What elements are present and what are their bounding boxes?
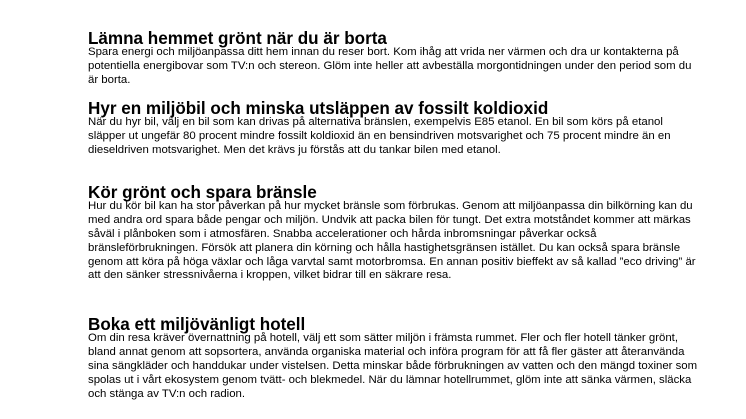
section-heading: Boka ett miljövänligt hotell bbox=[88, 315, 306, 334]
section-heading: Hyr en miljöbil och minska utsläppen av fossilt koldioxid bbox=[88, 99, 549, 118]
section-heading: Lämna hemmet grönt när du är borta bbox=[88, 29, 387, 48]
section-heading: Kör grönt och spara bränsle bbox=[88, 183, 317, 202]
section-body: Spara energi och miljöanpassa ditt hem innan du reser bort. Kom ihåg att vrida ner värmen och dra ur kontakterna på potentiella energibovar som TV:n och stereon. Glöm inte heller att avbeställa morgontidningen under den period som du är borta. bbox=[88, 45, 692, 86]
section-body: Hur du kör bil kan ha stor påverkan på hur mycket bränsle som förbrukas. Genom att miljöanpassa din bilkörning kan du med andra ord spara både pengar och miljön. Undvik att packa bilen för tungt. Det extra motståndet kommer att märkas såväl i plånboken som i atmosfären. Snabba accelerationer och hårda inbromsningar påverkar också bränsleförbrukningen. Försök att planera din körning och hålla hastighetsgränsen istället. Du kan också spara bränsle genom att köra på höga växlar och låga varvtal samt motorbromsa. En annan positiv bieffekt av så kallad ”eco driving” är att den sänker stressnivåerna i kroppen, vilket bidrar till en säkrare resa. bbox=[88, 199, 696, 282]
section-rent-eco-car bbox=[88, 99, 698, 158]
section-drive-green bbox=[88, 183, 698, 283]
section-eco-hotel bbox=[88, 315, 698, 401]
section-leave-home-green bbox=[88, 29, 698, 88]
section-body: När du hyr bil, välj en bil som kan drivas på alternativa bränslen, exempelvis E85 etanol. En bil som körs på etanol släpper ut ungefär 80 procent mindre fossilt koldioxid än en bensindriven motsvarighet och 75 procent mindre än en dieseldriven motsvarighet. Men det krävs ju förstås att du tankar bilen med etanol. bbox=[88, 115, 671, 156]
section-body: Om din resa kräver övernattning på hotell, välj ett som sätter miljön i främsta rummet. Fler och fler hotell tänker grönt, bland annat genom att sopsortera, använda organiska material och införa program för att få fler gäster att återanvända sina sängkläder och handdukar under vistelsen. Detta minskar både förbrukningen av vatten och den mängd toxiner som spolas ut i vårt ekosystem genom tvätt- och blekmedel. När du lämnar hotellrummet, glöm inte att sänka värmen, släcka och stänga av TV:n och radion. bbox=[88, 331, 698, 400]
